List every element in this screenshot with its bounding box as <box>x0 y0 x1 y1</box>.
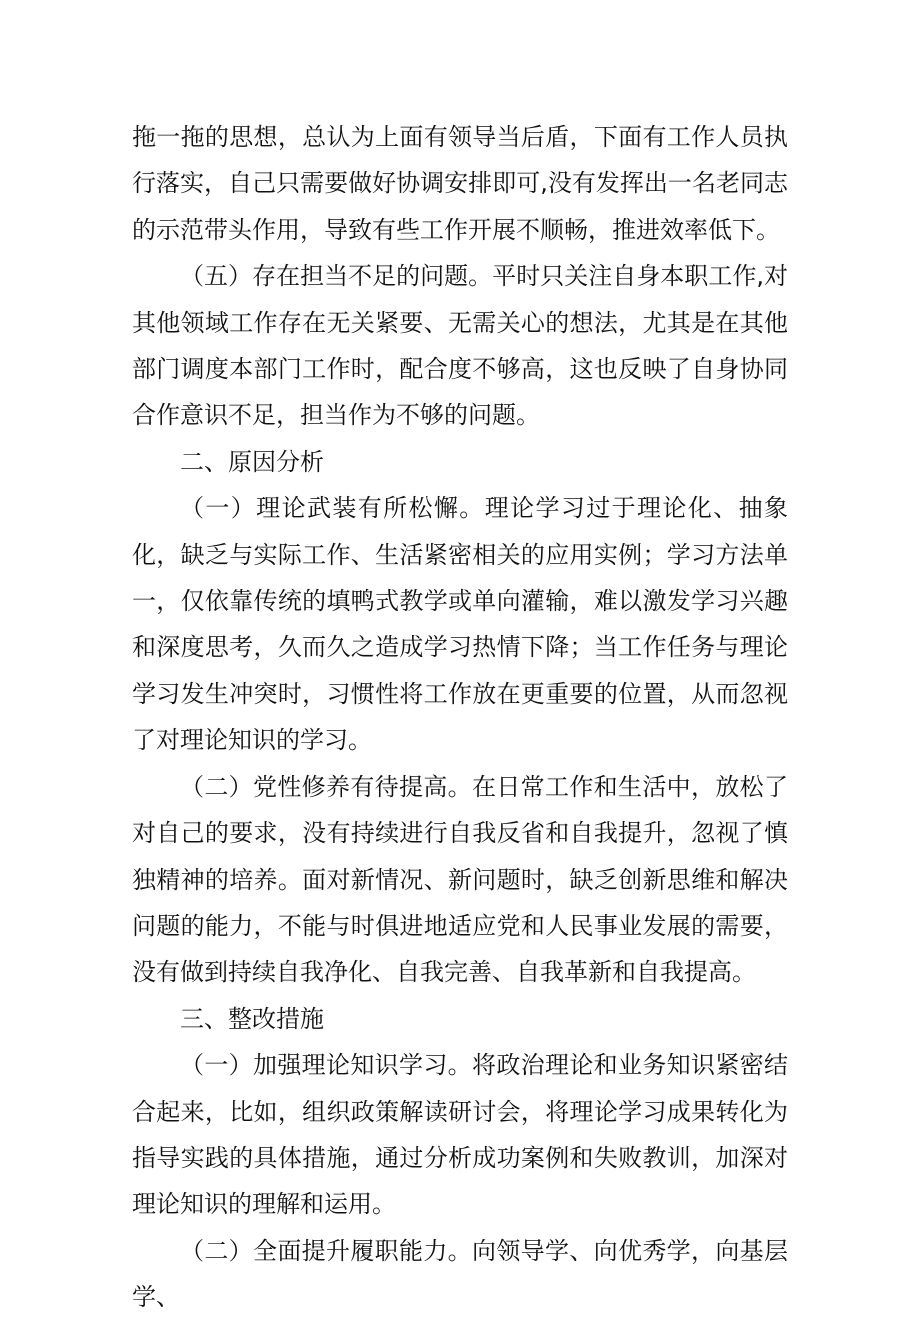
section-heading-cause-analysis: 二、原因分析 <box>180 447 324 476</box>
paragraph-measure-1: （一）加强理论知识学习。将政治理论和业务知识紧密结合起来，比如，组织政策解读研讨会，将理论学习成果转化为指导实践的具体措施，通过分析成功案例和失败教训，加深对理论知识的理解和运用。 <box>132 1051 788 1219</box>
section-heading-rectification: 三、整改措施 <box>180 1004 324 1033</box>
paragraph-continuation: 拖一拖的思想，总认为上面有领导当后盾，下面有工作人员执行落实，自己只需要做好协调安排即可,没有发挥出一名老同志的示范带头作用，导致有些工作开展不顺畅，推进效率低下。 <box>132 123 788 244</box>
paragraph-measure-2: （二）全面提升履职能力。向领导学、向优秀学，向基层学、 <box>132 1236 788 1312</box>
paragraph-issue-5: （五）存在担当不足的问题。平时只关注自身本职工作,对其他领域工作存在无关紧要、无需关心的想法，尤其是在其他部门调度本部门工作时，配合度不够高，这也反映了自身协同合作意识不足，担当作为不够的问题。 <box>132 262 788 430</box>
paragraph-cause-2: （二）党性修养有待提高。在日常工作和生活中，放松了对自己的要求，没有持续进行自我反省和自我提升，忽视了慎独精神的培养。面对新情况、新问题时，缺乏创新思维和解决问题的能力，不能与时俱进地适应党和人民事业发展的需要，没有做到持续自我净化、自我完善、自我革新和自我提高。 <box>132 772 788 987</box>
document-body <box>132 114 788 1321</box>
paragraph-cause-1: （一）理论武装有所松懈。理论学习过于理论化、抽象化，缺乏与实际工作、生活紧密相关的应用实例；学习方法单一，仅依靠传统的填鸭式教学或单向灌输，难以激发学习兴趣和深度思考，久而久之造成学习热情下降；当工作任务与理论学习发生冲突时，习惯性将工作放在更重要的位置，从而忽视了对理论知识的学习。 <box>132 494 788 755</box>
